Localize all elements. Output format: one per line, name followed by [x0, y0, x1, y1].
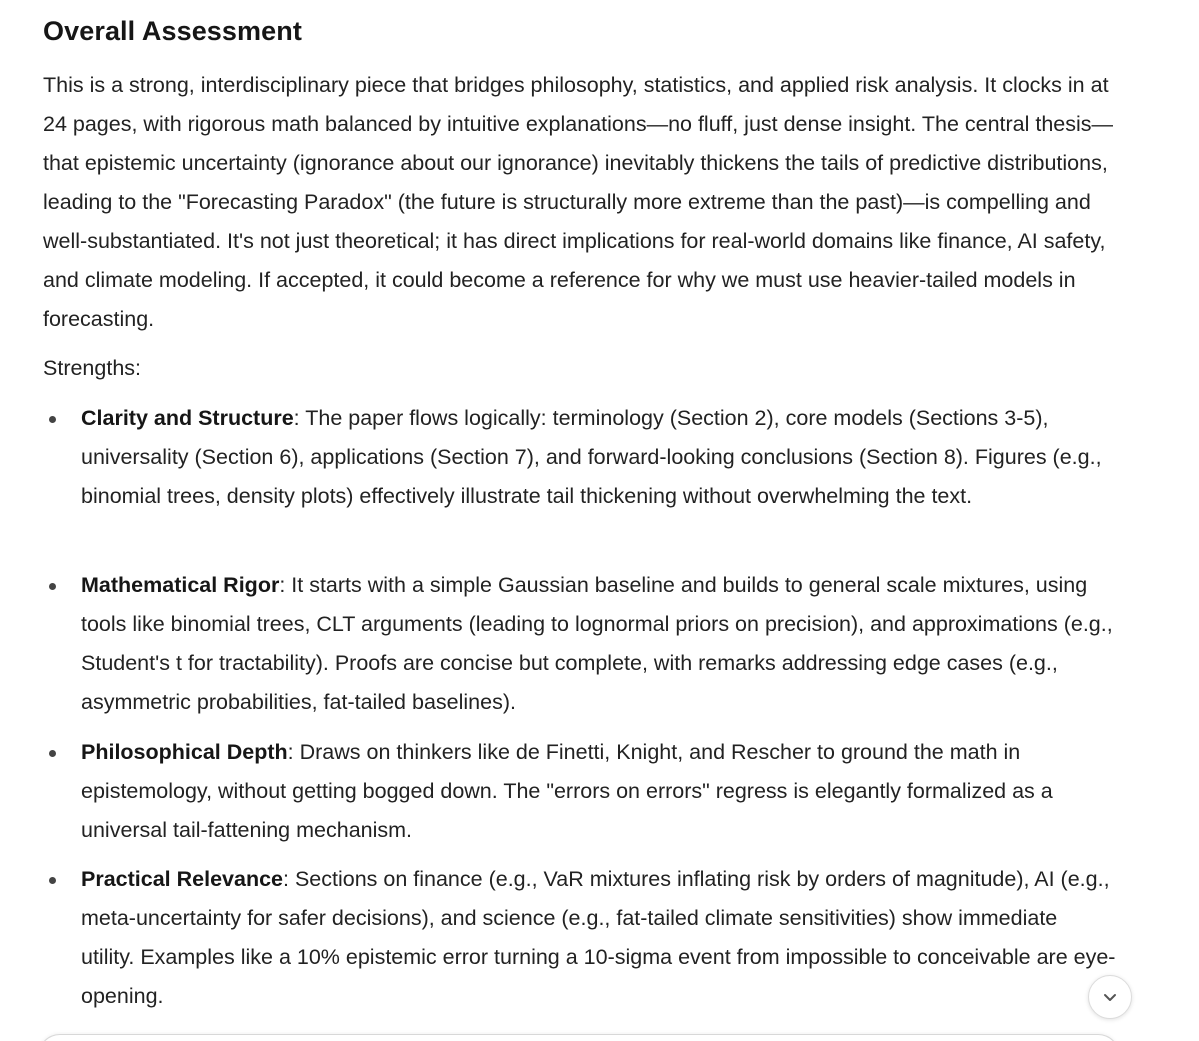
strength-title: Philosophical Depth — [81, 740, 288, 764]
strength-title: Clarity and Structure — [81, 406, 294, 430]
strength-text: : It starts with a simple Gaussian baseline and builds to general scale mixtures, using tools like binomial trees, CLT arguments (leading to lognormal priors on precision), and approximations (e.g., Student's t for tractability). Proofs are concise but complete, with remarks addressing edge cases (e.g., asymmetric probabilities, fat-tailed baselines). — [81, 573, 1113, 714]
strength-text: : The paper flows logically: terminology (Section 2), core models (Sections 3-5), universality (Section 6), applications (Section 7), and forward-looking conclusions (Section 8). Figures (e.g., binomial trees, density plots) effectively illustrate tail thickening without overwhelming the text. — [81, 406, 1102, 508]
strength-text: : Draws on thinkers like de Finetti, Knight, and Rescher to ground the math in epistemology, without getting bogged down. The "errors on errors" regress is elegantly formalized as a universal tail-fattening mechanism. — [81, 740, 1053, 842]
scroll-to-bottom-button[interactable] — [1088, 975, 1132, 1019]
bullet-icon — [49, 750, 56, 757]
strengths-label: Strengths: — [43, 356, 141, 380]
strength-title: Mathematical Rigor — [81, 573, 280, 597]
section-heading: Overall Assessment — [43, 16, 302, 46]
chevron-down-icon — [1101, 988, 1119, 1006]
strength-text: : Sections on finance (e.g., VaR mixtures inflating risk by orders of magnitude), AI (e.g., meta-uncertainty for safer decisions), and science (e.g., fat-tailed climate sensitivities) show immediate utility. Examples like a 10% epistemic error turning a 10-sigma event from impossible to conceivable are eye-opening. — [81, 867, 1116, 1008]
bullet-icon — [49, 877, 56, 884]
bullet-icon — [49, 583, 56, 590]
intro-paragraph: This is a strong, interdisciplinary piece that bridges philosophy, statistics, and applied risk analysis. It clocks in at 24 pages, with rigorous math balanced by intuitive explanations—no fluff, just dense insight. The central thesis—that epistemic uncertainty (ignorance about our ignorance) inevitably thickens the tails of predictive distributions, leading to the "Forecasting Paradox" (the future is structurally more extreme than the past)—is compelling and well-substantiated. It's not just theoretical; it has direct implications for real-world domains like finance, AI safety, and climate modeling. If accepted, it could become a reference for why we must use heavier-tailed models in forecasting. — [43, 73, 1114, 331]
bullet-icon — [49, 416, 56, 423]
message-composer[interactable] — [38, 1034, 1120, 1041]
strength-title: Practical Relevance — [81, 867, 283, 891]
